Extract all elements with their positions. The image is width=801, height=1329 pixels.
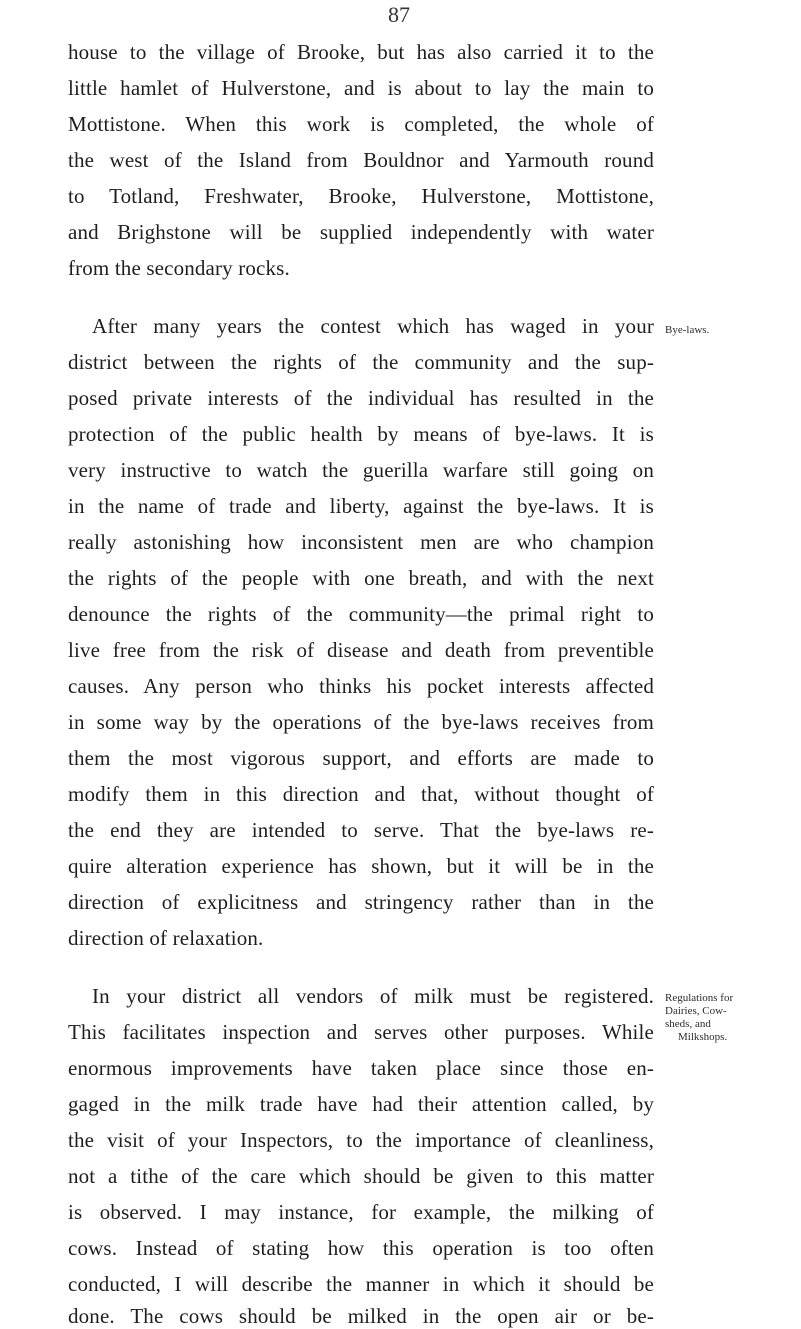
text-line: in the name of trade and liberty, against the bye-laws. It is xyxy=(68,494,654,518)
text-line: After many years the contest which has waged in your xyxy=(92,314,654,338)
margin-note-line: Milkshops. xyxy=(678,1031,728,1043)
text-line: done. The cows should be milked in the open air or be- xyxy=(68,1304,654,1328)
text-line: not a tithe of the care which should be given to this matter xyxy=(68,1164,654,1188)
margin-note-line: Dairies, Cow- xyxy=(665,1005,727,1017)
text-line: live free from the risk of disease and death from preventible xyxy=(68,638,654,662)
text-line: modify them in this direction and that, without thought of xyxy=(68,782,654,806)
text-line: direction of explicitness and stringency rather than in the xyxy=(68,890,654,914)
text-line: quire alteration experience has shown, but it will be in the xyxy=(68,854,654,878)
text-line: protection of the public health by means of bye-laws. It is xyxy=(68,422,654,446)
text-line: little hamlet of Hulverstone, and is about to lay the main to xyxy=(68,76,654,100)
text-line: house to the village of Brooke, but has also carried it to the xyxy=(68,40,654,64)
text-line: posed private interests of the individual has resulted in the xyxy=(68,386,654,410)
margin-note-bye-laws: Bye-laws. xyxy=(665,324,710,336)
text-line: the west of the Island from Bouldnor and Yarmouth round xyxy=(68,148,654,172)
text-line: enormous improvements have taken place since those en- xyxy=(68,1056,654,1080)
margin-note-line: Regulations for xyxy=(665,992,734,1004)
text-line: in some way by the operations of the bye-laws receives from xyxy=(68,710,654,734)
text-line: Mottistone. When this work is completed, the whole of xyxy=(68,112,654,136)
text-line: from the secondary rocks. xyxy=(68,256,290,280)
text-line: This facilitates inspection and serves other purposes. While xyxy=(68,1020,654,1044)
text-line: In your district all vendors of milk must be registered. xyxy=(92,984,654,1008)
margin-note-line: sheds, and xyxy=(665,1018,711,1030)
text-line: cows. Instead of stating how this operation is too often xyxy=(68,1236,654,1260)
text-line: the rights of the people with one breath, and with the next xyxy=(68,566,654,590)
text-line: district between the rights of the community and the sup- xyxy=(68,350,654,374)
text-line: and Brighstone will be supplied independently with water xyxy=(68,220,654,244)
page-number: 87 xyxy=(388,2,410,27)
text-line: gaged in the milk trade have had their attention called, by xyxy=(68,1092,654,1116)
text-line: really astonishing how inconsistent men are who champion xyxy=(68,530,654,554)
text-line: causes. Any person who thinks his pocket interests affected xyxy=(68,674,654,698)
text-line: conducted, I will describe the manner in which it should be xyxy=(68,1272,654,1296)
text-line: them the most vigorous support, and efforts are made to xyxy=(68,746,654,770)
text-line: to Totland, Freshwater, Brooke, Hulverstone, Mottistone, xyxy=(68,184,654,208)
text-line: very instructive to watch the guerilla warfare still going on xyxy=(68,458,654,482)
text-line: denounce the rights of the community—the primal right to xyxy=(68,602,654,626)
text-line: direction of relaxation. xyxy=(68,926,264,950)
text-line: the end they are intended to serve. That the bye-laws re- xyxy=(68,818,654,842)
text-line: the visit of your Inspectors, to the importance of cleanliness, xyxy=(68,1128,654,1152)
text-line: is observed. I may instance, for example, the milking of xyxy=(68,1200,654,1224)
